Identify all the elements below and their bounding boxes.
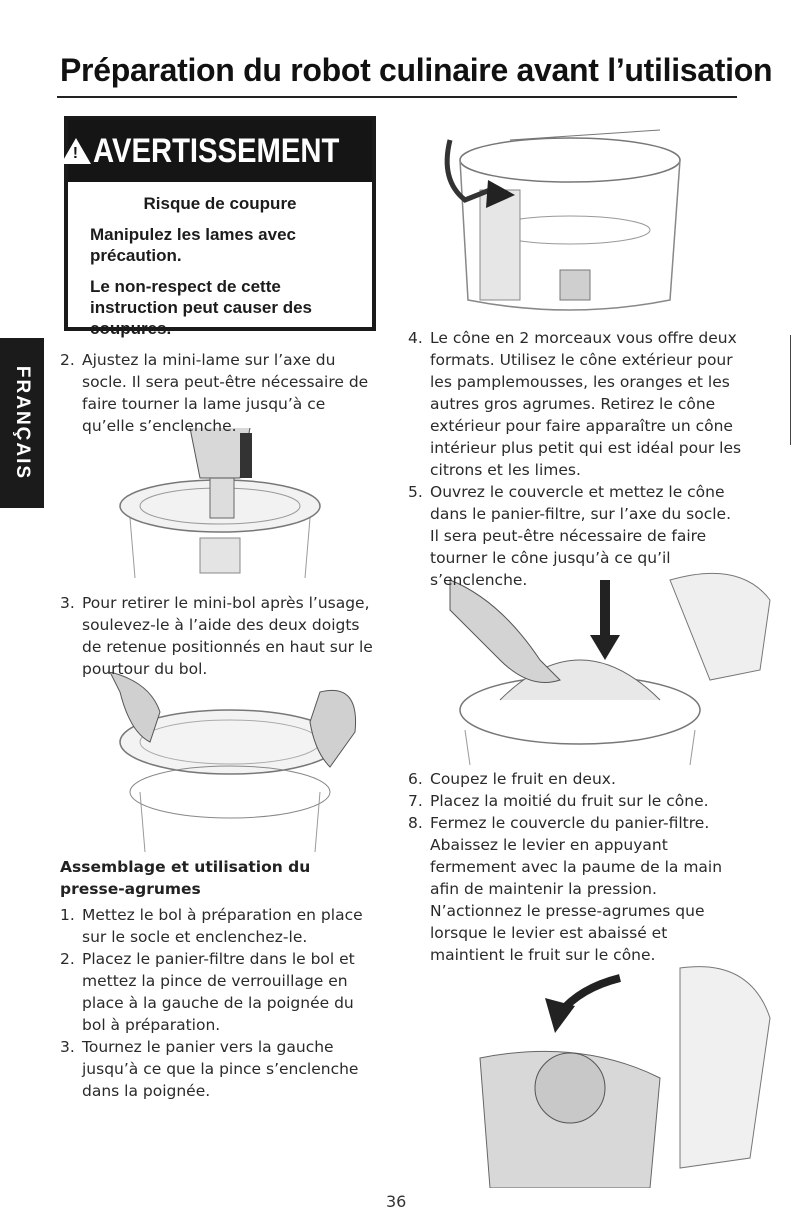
step-number: 2. [60, 950, 75, 968]
step-number: 6. [408, 770, 423, 788]
illustration-basket-twist [420, 120, 690, 320]
page-title: Préparation du robot culinaire avant l’utilisation [60, 52, 773, 88]
step-insert-cone [408, 481, 743, 591]
assembly-step-1 [60, 904, 380, 948]
step-text: Fermez le couvercle du panier-filtre. Abaissez le levier en appuyant fermement avec la paume de la main afin de maintenir la pression. N’actionnez le presse-agrumes que lorsque le levier est abaissé et maintient le fruit sur le cône. [430, 814, 723, 964]
section-heading: Assemblage et utilisation du presse-agrumes [60, 858, 311, 898]
assembly-step-3 [60, 1036, 380, 1102]
page-number: 36 [386, 1192, 407, 1211]
step-mini-blade [60, 349, 380, 437]
illustration-mini-bowl-removal [90, 672, 360, 854]
step-text: Tournez le panier vers la gauche jusqu’à ce que la pince s’enclenche dans la poignée. [82, 1038, 359, 1100]
warning-line-2: Le non-respect de cette instruction peut causer des coupures. [90, 277, 312, 338]
step-cut-fruit [408, 768, 743, 790]
step-number: 3. [60, 594, 75, 612]
step-text: Placez la moitié du fruit sur le cône. [430, 792, 709, 810]
step-text: Coupez le fruit en deux. [430, 770, 616, 788]
step-text: Pour retirer le mini-bol après l’usage, soulevez-le à l’aide des deux doigts de retenue positionnés en haut sur le pourtour du bol. [82, 594, 373, 678]
assembly-step-2 [60, 948, 380, 1036]
step-number: 2. [60, 351, 75, 369]
warning-line-1: Manipulez les lames avec précaution. [90, 225, 296, 265]
step-cone-sizes [408, 327, 743, 481]
step-remove-mini-bowl [60, 592, 380, 680]
illustration-cone-placement [440, 560, 785, 768]
step-number: 1. [60, 906, 75, 924]
warning-subtitle: Risque de coupure [143, 194, 297, 213]
illustration-lever-press [450, 958, 785, 1188]
step-close-lid [408, 812, 743, 966]
title-rule [57, 96, 737, 98]
margin-mark [790, 335, 791, 445]
warning-symbol: ! [72, 145, 79, 162]
step-number: 8. [408, 814, 423, 832]
language-side-tab [0, 338, 44, 508]
step-place-fruit [408, 790, 743, 812]
warning-heading: AVERTISSEMENT [92, 131, 340, 170]
illustration-mini-blade [90, 428, 340, 586]
step-text: Mettez le bol à préparation en place sur le socle et enclenchez-le. [82, 906, 363, 946]
warning-header [68, 120, 372, 182]
warning-triangle-icon [61, 138, 91, 164]
step-number: 7. [408, 792, 423, 810]
side-tab-label: FRANÇAIS [12, 365, 33, 481]
step-text: Placez le panier-filtre dans le bol et mettez la pince de verrouillage en place à la gauche de la poignée du bol à préparation. [82, 950, 355, 1034]
step-number: 3. [60, 1038, 75, 1056]
step-text: Le cône en 2 morceaux vous offre deux formats. Utilisez le cône extérieur pour les pamplemousses, les oranges et les autres gros agrumes. Retirez le cône extérieur pour faire apparaître un cône intérieur plus petit qui est idéal pour les citrons et les limes. [430, 329, 742, 479]
step-text: Ouvrez le couvercle et mettez le cône dans le panier-filtre, sur l’axe du socle. Il sera peut-être nécessaire de faire tourner le cône jusqu’à ce qu’il s’enclenche. [430, 483, 732, 589]
step-number: 5. [408, 483, 423, 501]
step-text: Ajustez la mini-lame sur l’axe du socle. Il sera peut-être nécessaire de faire tourner la lame jusqu’à ce qu’elle s’enclenche. [82, 351, 369, 435]
step-number: 4. [408, 329, 423, 347]
warning-box [64, 116, 376, 338]
